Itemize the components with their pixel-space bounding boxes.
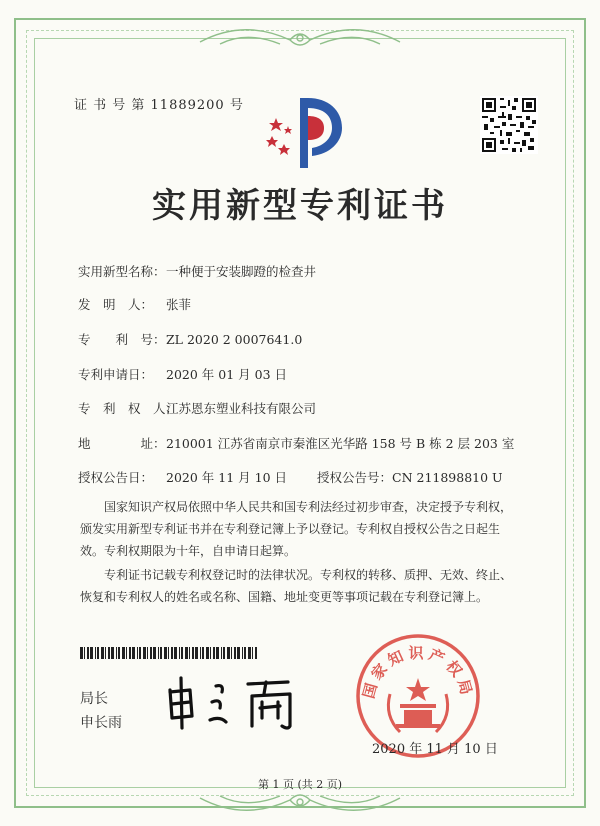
field-value: 2020 年 01 月 03 日 xyxy=(166,367,287,382)
field-address xyxy=(78,434,514,452)
statement-paragraph-1: 国家知识产权局依照中华人民共和国专利法经过初步审查，决定授予专利权，颁发实用新型专利证书并在专利登记簿上予以登记。专利权自授权公告之日起生效。专利权期限为十年，自申请日起算。 xyxy=(80,500,513,558)
statement-paragraph-2: 专利证书记载专利权登记时的法律状况。专利权的转移、质押、无效、终止、恢复和专利权人的姓名或名称、国籍、地址变更等事项记载在专利登记簿上。 xyxy=(80,568,513,604)
certificate-title: 实用新型专利证书 xyxy=(152,186,448,226)
top-ornament-icon xyxy=(190,24,410,52)
announcement-date-label: 授权公告日： xyxy=(78,470,154,485)
field-patentee xyxy=(78,399,316,417)
field-label: 实用新型名称： xyxy=(78,264,166,279)
field-utility-model-name xyxy=(78,262,316,280)
field-inventor xyxy=(78,295,191,313)
bottom-ornament-icon xyxy=(190,788,410,816)
field-value: 一种便于安装脚蹬的检查井 xyxy=(166,264,317,279)
field-label: 发 明 人： xyxy=(78,297,154,312)
patent-office-logo-icon xyxy=(262,92,352,172)
field-application-date xyxy=(78,365,287,383)
qr-code-icon xyxy=(480,96,538,154)
field-value: 江苏恩东塑业科技有限公司 xyxy=(166,401,317,416)
field-value: 210001 江苏省南京市秦淮区光华路 158 号 B 栋 2 层 203 室 xyxy=(166,436,515,451)
seal-text: 国家知识产权局 xyxy=(359,644,477,701)
announcement-date-value: 2020 年 11 月 10 日 xyxy=(166,470,287,485)
director-title: 局长 xyxy=(80,691,108,707)
field-label: 专 利 权 人： xyxy=(78,401,179,416)
field-value: ZL 2020 2 0007641.0 xyxy=(166,332,303,347)
director-name: 申长雨 xyxy=(80,715,122,731)
announcement-number-label: 授权公告号： xyxy=(317,470,393,485)
field-label: 专 利 号： xyxy=(78,332,166,347)
field-patent-number xyxy=(78,330,302,348)
field-label: 地 址： xyxy=(78,436,166,451)
certificate-number: 证 书 号 第 11889200 号 xyxy=(74,98,244,113)
director-signature-icon xyxy=(160,672,310,732)
seal-date: 2020 年 11 月 10 日 xyxy=(372,742,498,757)
field-value: 张菲 xyxy=(166,297,192,312)
barcode-icon xyxy=(80,647,260,659)
field-announcement xyxy=(78,468,503,486)
page-number: 第 1 页 (共 2 页) xyxy=(257,778,343,791)
field-label: 专利申请日： xyxy=(78,367,154,382)
announcement-number-value: CN 211898810 U xyxy=(392,470,503,485)
